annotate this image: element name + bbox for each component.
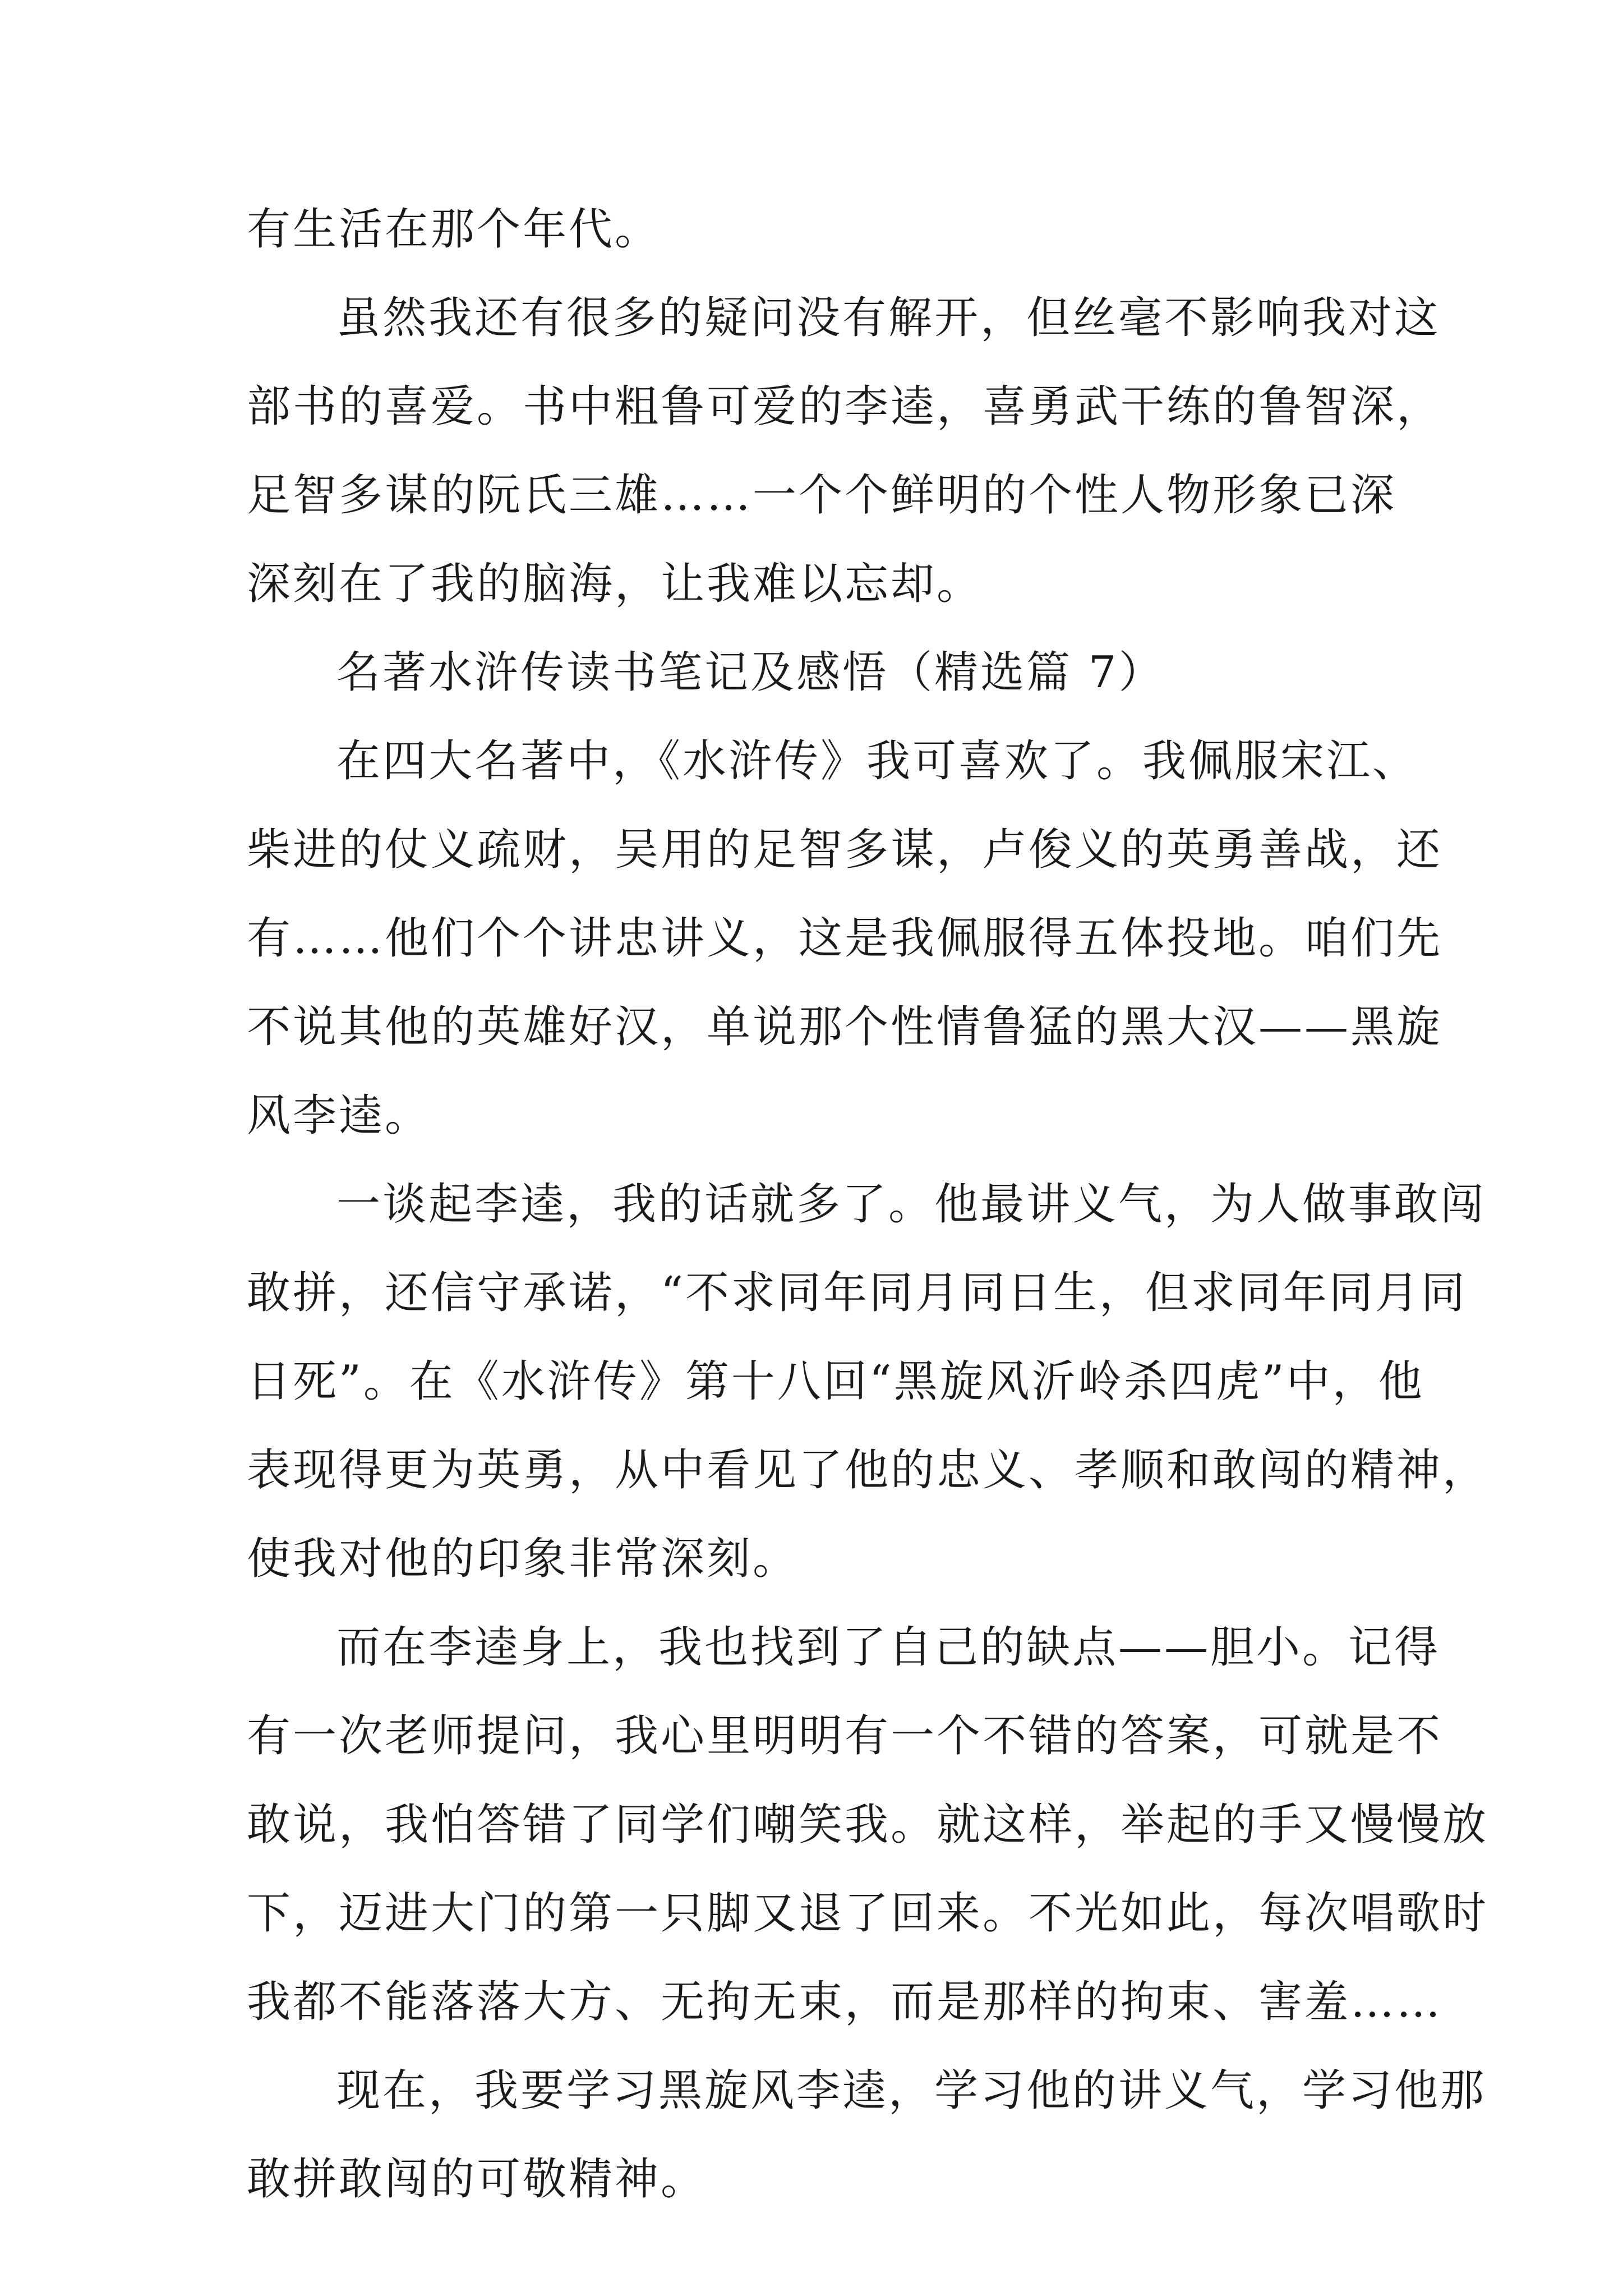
text-line: 使我对他的印象非常深刻。 [247, 1534, 799, 1584]
text-line: 风李逵。 [247, 1091, 431, 1141]
text-line: 有生活在那个年代。 [247, 204, 661, 255]
text-line: 不说其他的英雄好汉，单说那个性情鲁猛的黑大汉——黑旋 [247, 1002, 1443, 1052]
section-heading: 名著水浒传读书笔记及感悟（精选篇 7） [336, 647, 1165, 698]
text-line: 下，迈进大门的第一只脚又退了回来。不光如此，每次唱歌时 [247, 1888, 1489, 1939]
text-line: 足智多谋的阮氏三雄……一个个鲜明的个性人物形象已深 [247, 470, 1397, 521]
text-line: 在四大名著中，《水浒传》我可喜欢了。我佩服宋江、 [336, 736, 1419, 786]
text-line: 日死”。在《水浒传》第十八回“黑旋风沂岭杀四虎”中，他 [247, 1356, 1424, 1407]
text-line: 柴进的仗义疏财，吴用的足智多谋，卢俊义的英勇善战，还 [247, 825, 1443, 875]
text-line: 部书的喜爱。书中粗鲁可爱的李逵，喜勇武干练的鲁智深， [247, 381, 1443, 432]
text-line: 敢拼，还信守承诺，“不求同年同月同日生，但求同年同月同 [247, 1268, 1467, 1318]
text-line: 虽然我还有很多的疑问没有解开，但丝毫不影响我对这 [336, 293, 1441, 343]
text-line: 我都不能落落大方、无拘无束，而是那样的拘束、害羞…… [247, 1977, 1443, 2027]
text-line: 敢拼敢闯的可敬精神。 [247, 2154, 707, 2205]
text-line: 敢说，我怕答错了同学们嘲笑我。就这样，举起的手又慢慢放 [247, 1800, 1489, 1850]
text-line: 现在，我要学习黑旋风李逵，学习他的讲义气，学习他那 [336, 2065, 1487, 2116]
text-line: 有一次老师提问，我心里明明有一个不错的答案，可就是不 [247, 1711, 1443, 1761]
text-line: 有……他们个个讲忠讲义，这是我佩服得五体投地。咱们先 [247, 913, 1443, 964]
text-line: 而在李逵身上，我也找到了自己的缺点——胆小。记得 [336, 1622, 1441, 1673]
document-body [247, 185, 1489, 2224]
text-line: 一谈起李逵，我的话就多了。他最讲义气，为人做事敢闯 [336, 1179, 1487, 1230]
text-line: 表现得更为英勇，从中看见了他的忠义、孝顺和敢闯的精神， [247, 1445, 1489, 1496]
text-line: 深刻在了我的脑海，让我难以忘却。 [247, 559, 983, 609]
